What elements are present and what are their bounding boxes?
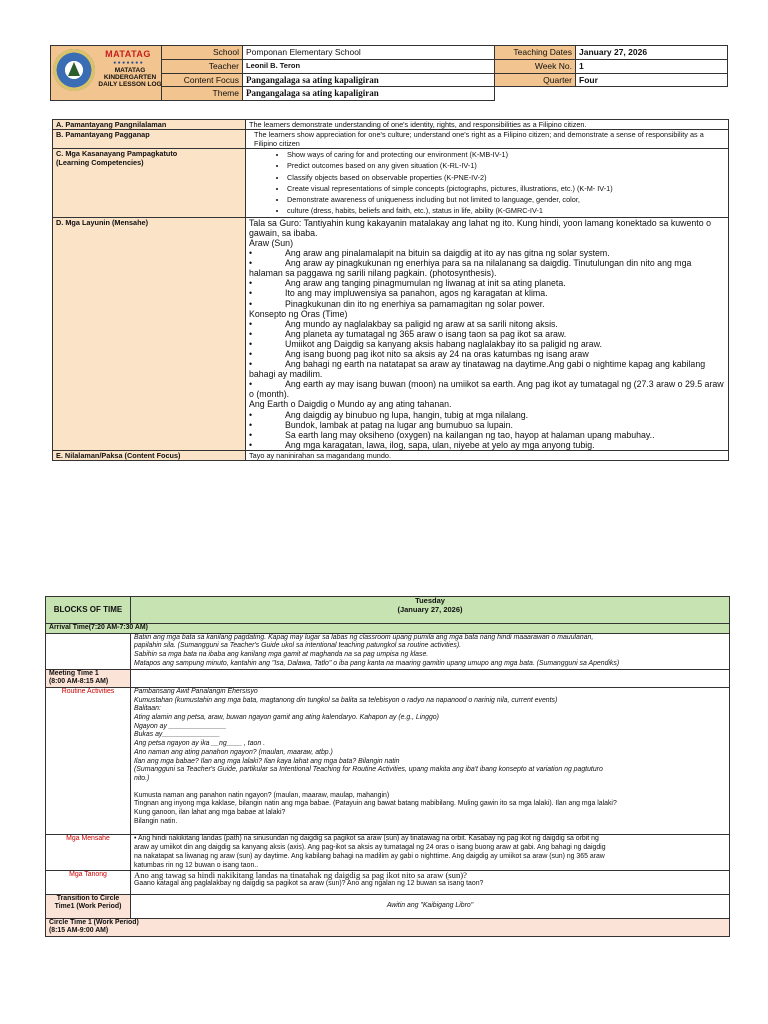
text-line: Kung ganoon, ilan lahat ang mga babae at lalaki?	[134, 809, 286, 817]
dates-label: Teaching Dates	[495, 46, 576, 60]
week-label: Week No.	[495, 59, 576, 73]
list-item: • Ang isang buong pag ikot nito sa aksis ay 24 na oras katumbas ng isang araw	[249, 349, 589, 359]
text-line: Kumusta naman ang panahon natin ngayon? (maulan, maaraw, maulap, mahangin)	[134, 791, 390, 799]
text-line: Ating alamin ang petsa, araw, buwan ngayon gamit ang ating kalendaryo. Kahapon ay (e.g., Linggo)	[134, 714, 439, 722]
competencies-table	[52, 119, 729, 461]
spacer	[134, 889, 726, 894]
text-line: na nakatapat sa liwanag ng araw (sun) ay daytime. Ang kabilang bahagi na madilim ay gabi o nighttime. Ang daigdig ay umiikot sa araw (sun) ng 365 araw	[134, 852, 605, 860]
content-label: Content Focus	[162, 73, 243, 87]
c-label-line-2: (Learning Competencies)	[56, 158, 144, 167]
list-item: • Pinagkukunan din ito ng enerhiya sa pamamagitan ng solar power.	[249, 298, 545, 309]
list-item: • Ang earth ay may isang buwan (moon) na umiikot sa earth. Ang pag ikot ay tumatagal ng (27.3 araw o 29.5 araw o (month).	[249, 379, 724, 400]
text-line: Pambansang Awit Panalangin Ehersisyo	[134, 687, 258, 695]
list-item: • Demonstrate awareness of uniqueness including but not limited to language, gender, color,	[287, 194, 725, 205]
d-label: D. Mga Layunin (Mensahe)	[53, 217, 246, 450]
list-item: • Umiikot ang Daigdig sa kanyang aksis habang naglalakbay ito sa paligid ng araw.	[249, 338, 602, 349]
list-item: • Ang araw ang tanging pinagmumulan ng liwanag at init sa ating planeta.	[249, 278, 566, 289]
schedule-table	[45, 596, 730, 937]
b-label: B. Pamantayang Pagganap	[53, 130, 246, 149]
empty-cell	[576, 87, 728, 101]
list-item: • Ang mundo ay naglalakbay sa paligid ng araw at sa sarili nitong aksis.	[249, 318, 558, 329]
meeting-time-label	[46, 669, 131, 687]
kinder-label	[97, 67, 163, 88]
text-line: Gaano katagal ang paglalakbay ng daigdig sa pagikot sa araw (sun)? Ano ang ngalan ng 12 buwan sa isang taon?	[134, 879, 484, 887]
logo-text: MATATAG	[105, 49, 151, 59]
routine-activities-content	[131, 687, 730, 835]
d-time-title: Konsepto ng Oras (Time)	[249, 308, 348, 319]
text-line: Matapos ang sampung minuto, kantahin ang "Isa, Dalawa, Tatlo" o iba pang kanta na maaring gamitin upang umupo ang mga bata. (Sumangguni sa Apendiks)	[134, 659, 620, 667]
blocks-of-time-header: BLOCKS OF TIME	[46, 597, 131, 624]
c-label	[53, 149, 246, 218]
text-line: Kumustahan (kumustahin ang mga bata, magtanong din tungkol sa balita sa telebisyon o radyo na napanood o narinig nila, current events)	[134, 696, 558, 704]
day-header	[131, 597, 730, 624]
transition-label	[46, 894, 131, 918]
list-item: • Ang araw ay pinagkukunan ng enerhiya para sa na nilalanang sa daigdig. Tinutulungan din nito ang mga halaman sa paggawa ng sarili nilang pagkain. (photosynthesis).	[249, 258, 692, 279]
transition-line-2: Time1 (Work Period)	[54, 903, 122, 911]
content-value: Pangangalaga sa ating kapaligiran	[243, 73, 495, 87]
d-intro: Tala sa Guro: Tantiyahin kung kakayanin matalakay ang lahat ng ito. Kung hindi, yoon lamang konektado sa kuwento o gawain, sa ibaba.	[249, 217, 711, 238]
text-line: Ano ang tawag sa hindi nakikitang landas na tinatahak ng daigdig sa pag ikot nito sa araw (sun)?	[134, 870, 467, 881]
list-item: • Ito ang may impluwensiya sa panahon, agos ng karagatan at klima.	[249, 288, 548, 299]
header-table	[50, 45, 728, 101]
d-sun-title: Araw (Sun)	[249, 237, 293, 248]
list-item: • Predict outcomes based on any given situation (K-RL-IV-1)	[287, 160, 725, 171]
circle-line-1: Circle Time 1 (Work Period)	[49, 918, 139, 926]
text-line: Batiin ang mga bata sa kanilang pagdating. Kapag may lugar sa labas ng classroom upang pumila ang mga bata nang hindi maaarawan o mauulanan,	[134, 633, 594, 641]
quarter-label: Quarter	[495, 73, 576, 87]
theme-value: Pangangalaga sa ating kapaligiran	[243, 87, 495, 101]
list-item: • Classify objects based on observable properties (K-PNE-IV-2)	[287, 172, 725, 183]
a-value: The learners demonstrate understanding of one's identity, rights, and responsibilities as a Filipino citizen.	[246, 120, 729, 130]
teacher-value: Leonil B. Teron	[243, 59, 495, 73]
spacer	[134, 826, 726, 834]
d-earth-title: Ang Earth o Daigdig o Mundo ay ang ating tahanan.	[249, 399, 452, 410]
day-name: Tuesday	[415, 596, 445, 605]
list-item: • Ang mga karagatan, lawa, ilog, sapa, ulan, niyebe at yelo ay mga anyong tubig.	[249, 439, 595, 450]
arrival-instructions	[131, 633, 730, 669]
teacher-label: Teacher	[162, 59, 243, 73]
list-item: • Create visual representations of simple concepts (pictographs, pictures, illustrations, etc.) (K-M- IV-1)	[287, 183, 725, 194]
text-line: (Sumangguni sa Teacher's Guide, partikular sa Intentional Teaching for Routine Activities, upang makita ang iba't ibang konsepto at variation ng pagtuturo	[134, 766, 603, 774]
school-value: Pomponan Elementary School	[243, 46, 495, 60]
text-line: katumbas rin ng 12 buwan o isang taon..	[134, 861, 259, 869]
list-item: • Bundok, lambak at patag na lugar ang bumubuo sa lupain.	[249, 419, 513, 430]
day-date: (January 27, 2026)	[397, 604, 463, 614]
list-item: • Show ways of caring for and protecting our environment (K-MB-IV-1)	[287, 149, 725, 160]
c-value	[246, 149, 729, 218]
list-item: • culture (dress, habits, beliefs and faith, etc.), status in life, ability (K-GMRC-IV-1	[287, 205, 725, 216]
mensahe-content	[131, 835, 730, 871]
c-label-line-1: C. Mga Kasanayang Pampagkatuto	[56, 149, 178, 158]
text-line: Ilan ang mga babae? Ilan ang mga lalaki? Ilan kaya lahat ang mga bata? Bilangin natin	[134, 757, 400, 765]
list-item: • Sa earth lang may oksiheno (oxygen) na kailangan ng tao, hayop at halaman upang mabuhay..	[249, 429, 655, 440]
meeting-label: Meeting Time 1	[49, 669, 99, 677]
text-line: Ano naman ang ating panahon ngayon? (maulan, maaraw, atbp.)	[134, 748, 333, 756]
tanong-content	[131, 871, 730, 894]
theme-label: Theme	[162, 87, 243, 101]
quarter-value: Four	[576, 73, 728, 87]
list-item: • Ang daigdig ay binubuo ng lupa, hangin, tubig at mga nilalang.	[249, 409, 529, 420]
text-line: Tingnan ang inyong mga kaklase, bilangin natin ang mga babae. (Patayuin ang bawat batang mabibilang. Muling gawin ito sa mga lalaki). Ilan ang mga lalaki?	[134, 800, 617, 808]
logo-dots-icon: ● ● ● ● ● ● ●	[113, 60, 143, 66]
transition-line-1: Transition to Circle	[56, 894, 120, 902]
text-line: Sabihin sa mga bata na ibaba ang kanilang mga gamit at maghanda na sa pag umpisa ng klase.	[134, 651, 429, 659]
dates-value: January 27, 2026	[576, 46, 728, 60]
logo-line-1: MATATAG	[114, 67, 146, 74]
logo-line-2: KINDERGARTEN	[103, 74, 157, 81]
list-item: • Ang araw ang pinalamalapit na bituin sa daigdig at ito ay nas gitna ng solar system.	[249, 248, 610, 259]
meeting-time: (8:00 AM-8:15 AM)	[49, 678, 109, 686]
e-label: E. Nilalaman/Paksa (Content Focus)	[53, 450, 246, 460]
list-item: • Ang planeta ay tumatagal ng 365 araw o isang taon sa pag ikot sa araw.	[249, 328, 567, 339]
tanong-label: Mga Tanong	[46, 871, 131, 894]
text-line: Bilangin natin.	[134, 817, 178, 825]
logo-line-3: DAILY LESSON LOG	[98, 81, 162, 88]
transition-content: Awitin ang "Kaibigang Libro"	[131, 894, 730, 918]
logo-cell	[51, 46, 162, 101]
text-line: Balitaan:	[134, 705, 161, 713]
c-list	[249, 149, 725, 217]
d-value	[246, 217, 729, 450]
circle-time-label	[46, 918, 730, 936]
text-line: Ang petsa ngayon ay ika __ng____ , taon .	[134, 740, 266, 748]
text-line: papilahin sila. (Sumangguni sa Teacher's Guide ukol sa intentional teaching patungkol sa routine activities).	[134, 642, 462, 650]
week-value: 1	[576, 59, 728, 73]
empty-cell	[495, 87, 576, 101]
list-item: • Ang bahagi ng earth na natatapat sa araw ay tinatawag na daytime.Ang gabi o nightime kapag ang kabilang bahagi ay madilim.	[249, 359, 706, 380]
text-line: nito.)	[134, 774, 150, 782]
spacer	[134, 784, 726, 792]
empty-cell	[131, 669, 730, 687]
circle-line-2: (8:15 AM-9:00 AM)	[49, 927, 109, 935]
mensahe-label: Mga Mensahe	[46, 835, 131, 871]
arrival-time-label: Arrival Time(7:20 AM-7:30 AM)	[46, 624, 730, 634]
text-line: Bukas ay_______________	[134, 731, 220, 739]
deped-seal-icon	[53, 49, 95, 91]
text-line: • Ang hindi nakikitang landas (path) na sinusundan ng daigdig sa pagikot sa araw (sun) ay tinatawag na orbit. Kasabay ng pag ikot ng daigdig sa orbit ng	[134, 835, 599, 843]
empty-cell	[46, 633, 131, 669]
a-label: A. Pamantayang Pangnilalaman	[53, 120, 246, 130]
e-value: Tayo ay naninirahan sa magandang mundo.	[246, 450, 729, 460]
text-line: araw ay umiikot din ang daigdig sa kanyang aksis (axis). Ang pag-ikot sa aksis ay tumatagal ng 24 oras o isang buong araw at gabi. Ang bahagi ng daigdig	[134, 844, 606, 852]
routine-activities-label: Routine Activities	[46, 687, 131, 835]
text-line: Ngayon ay _______________	[134, 722, 227, 730]
matatag-logo	[98, 48, 158, 69]
school-label: School	[162, 46, 243, 60]
b-value: The learners show appreciation for one's culture; understand one's right as a Filipino citizen; and demonstrate a sense of responsibility as a Filipino citizen	[246, 130, 729, 149]
